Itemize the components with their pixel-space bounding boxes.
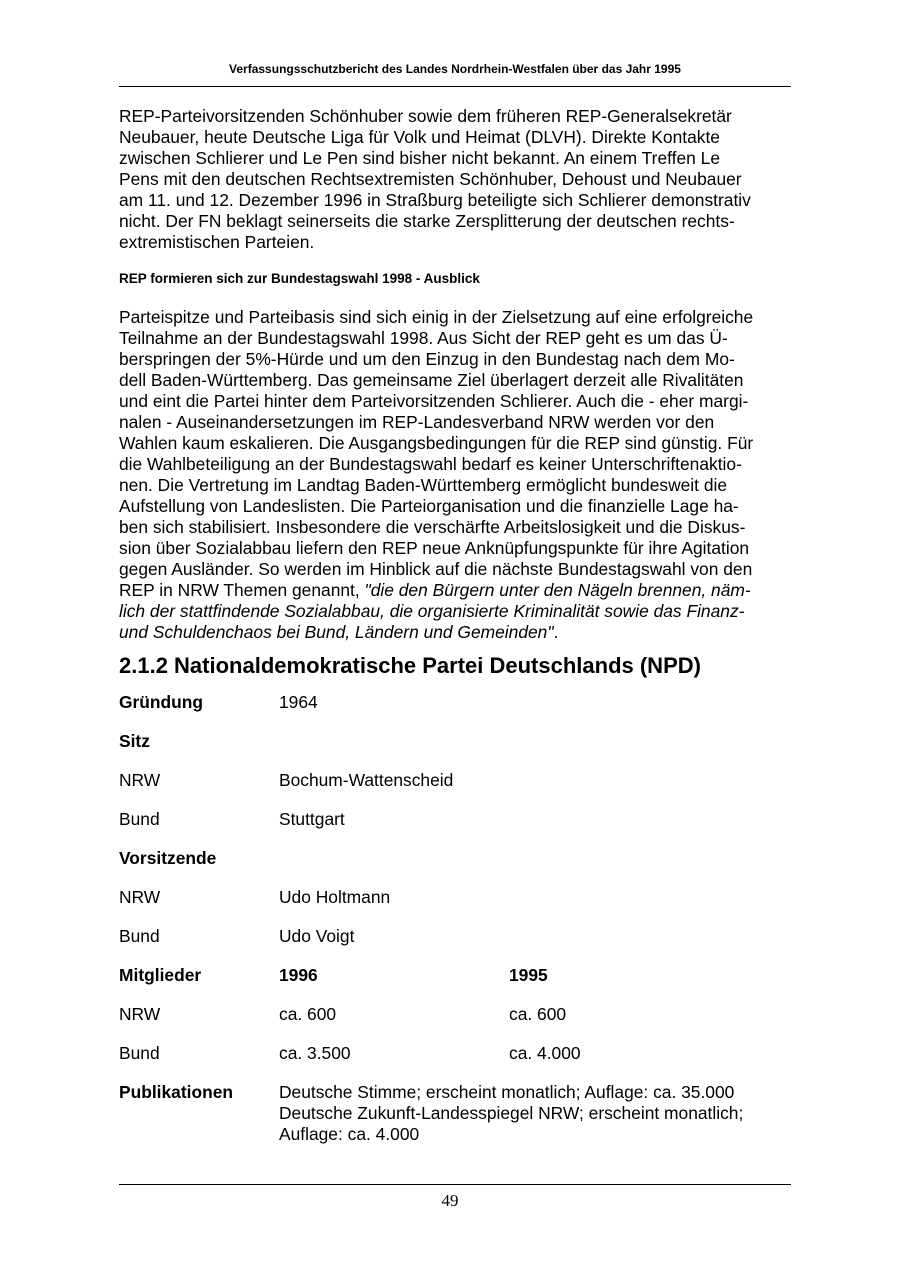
quote-run: "die den Bürgern unter den Nägeln brennen, näm- — [364, 580, 751, 600]
text-run: REP in NRW Themen genannt, — [119, 580, 365, 600]
sitz-nrw-value: Bochum-Wattenscheid — [279, 770, 454, 790]
vorsitzende-nrw-label: NRW — [119, 887, 161, 907]
text-run: . — [553, 622, 559, 642]
text-line: Wahlen kaum eskalieren. Die Ausgangsbedingungen für die REP sind günstig. Für — [119, 433, 754, 453]
mitglieder-nrw-1995: ca. 600 — [509, 1004, 567, 1024]
publikationen-label: Publikationen — [119, 1082, 234, 1102]
section-title: 2.1.2 Nationaldemokratische Partei Deutschlands (NPD) — [119, 653, 701, 678]
text-line: ben sich stabilisiert. Insbesondere die verschärfte Arbeitslosigkeit und die Diskus- — [119, 517, 746, 537]
mitglieder-bund-1996: ca. 3.500 — [279, 1043, 351, 1063]
vorsitzende-nrw-value: Udo Holtmann — [279, 887, 391, 907]
publikation-line: Auflage: ca. 4.000 — [279, 1124, 420, 1144]
gruendung-label: Gründung — [119, 692, 204, 712]
text-line: Pens mit den deutschen Rechtsextremisten Schönhuber, Dehoust und Neubauer — [119, 169, 742, 189]
text-line: REP-Parteivorsitzenden Schönhuber sowie dem früheren REP-Generalsekretär — [119, 106, 732, 126]
text-line: am 11. und 12. Dezember 1996 in Straßburg beteiligte sich Schlierer demonstrativ — [119, 190, 751, 210]
publikationen-value — [279, 1082, 743, 1145]
sitz-label: Sitz — [119, 731, 150, 751]
text-line: Teilnahme an der Bundestagswahl 1998. Aus Sicht der REP geht es um das Ü- — [119, 328, 728, 348]
publikation-line: Deutsche Zukunft-Landesspiegel NRW; erscheint monatlich; — [279, 1103, 744, 1123]
vorsitzende-bund-label: Bund — [119, 926, 160, 946]
text-line: dell Baden-Württemberg. Das gemeinsame Ziel überlagert derzeit alle Rivalitäten — [119, 370, 744, 390]
text-line: nicht. Der FN beklagt seinerseits die starke Zersplitterung der deutschen rechts- — [119, 211, 735, 231]
page-number: 49 — [441, 1191, 459, 1210]
mitglieder-label: Mitglieder — [119, 965, 202, 985]
sitz-nrw-label: NRW — [119, 770, 161, 790]
text-line: Neubauer, heute Deutsche Liga für Volk und Heimat (DLVH). Direkte Kontakte — [119, 127, 720, 147]
mitglieder-bund-label: Bund — [119, 1043, 160, 1063]
paragraph-2 — [119, 307, 791, 643]
gruendung-value: 1964 — [279, 692, 318, 712]
text-line: zwischen Schlierer und Le Pen sind bisher nicht bekannt. An einem Treffen Le — [119, 148, 720, 168]
text-line: extremistischen Parteien. — [119, 232, 315, 252]
sitz-bund-label: Bund — [119, 809, 160, 829]
footer-rule — [119, 1184, 791, 1185]
publikation-line: Deutsche Stimme; erscheint monatlich; Auflage: ca. 35.000 — [279, 1082, 735, 1102]
header-rule — [119, 86, 791, 87]
mitglieder-nrw-label: NRW — [119, 1004, 161, 1024]
mitglieder-nrw-1996: ca. 600 — [279, 1004, 337, 1024]
subheading: REP formieren sich zur Bundestagswahl 1998 - Ausblick — [119, 271, 480, 286]
text-line — [119, 580, 791, 601]
text-line: Aufstellung von Landeslisten. Die Parteiorganisation und die finanzielle Lage ha- — [119, 496, 739, 516]
text-line: und eint die Partei hinter dem Parteivorsitzenden Schlierer. Auch die - eher margi- — [119, 391, 749, 411]
text-line: Parteispitze und Parteibasis sind sich einig in der Zielsetzung auf eine erfolgreiche — [119, 307, 754, 327]
mitglieder-bund-1995: ca. 4.000 — [509, 1043, 581, 1063]
vorsitzende-bund-value: Udo Voigt — [279, 926, 355, 946]
paragraph-1 — [119, 106, 791, 253]
text-line — [119, 622, 791, 643]
text-line: nalen - Auseinandersetzungen im REP-Landesverband NRW werden vor den — [119, 412, 715, 432]
text-line: sion über Sozialabbau liefern den REP neue Anknüpfungspunkte für ihre Agitation — [119, 538, 750, 558]
text-line: berspringen der 5%-Hürde und um den Einzug in den Bundestag nach dem Mo- — [119, 349, 735, 369]
year-1996-header: 1996 — [279, 965, 318, 985]
text-line: die Wahlbeteiligung an der Bundestagswahl bedarf es keiner Unterschriftenaktio- — [119, 454, 742, 474]
vorsitzende-label: Vorsitzende — [119, 848, 217, 868]
text-line — [119, 601, 791, 622]
running-header: Verfassungsschutzbericht des Landes Nordrhein-Westfalen über das Jahr 1995 — [229, 62, 681, 76]
text-line: gegen Ausländer. So werden im Hinblick auf die nächste Bundestagswahl von den — [119, 559, 753, 579]
sitz-bund-value: Stuttgart — [279, 809, 345, 829]
text-line: nen. Die Vertretung im Landtag Baden-Württemberg ermöglicht bundesweit die — [119, 475, 728, 495]
quote-run: lich der stattfindende Sozialabbau, die organisierte Kriminalität sowie das Finanz- — [119, 601, 745, 621]
year-1995-header: 1995 — [509, 965, 548, 985]
quote-run: und Schuldenchaos bei Bund, Ländern und Gemeinden" — [119, 622, 554, 642]
